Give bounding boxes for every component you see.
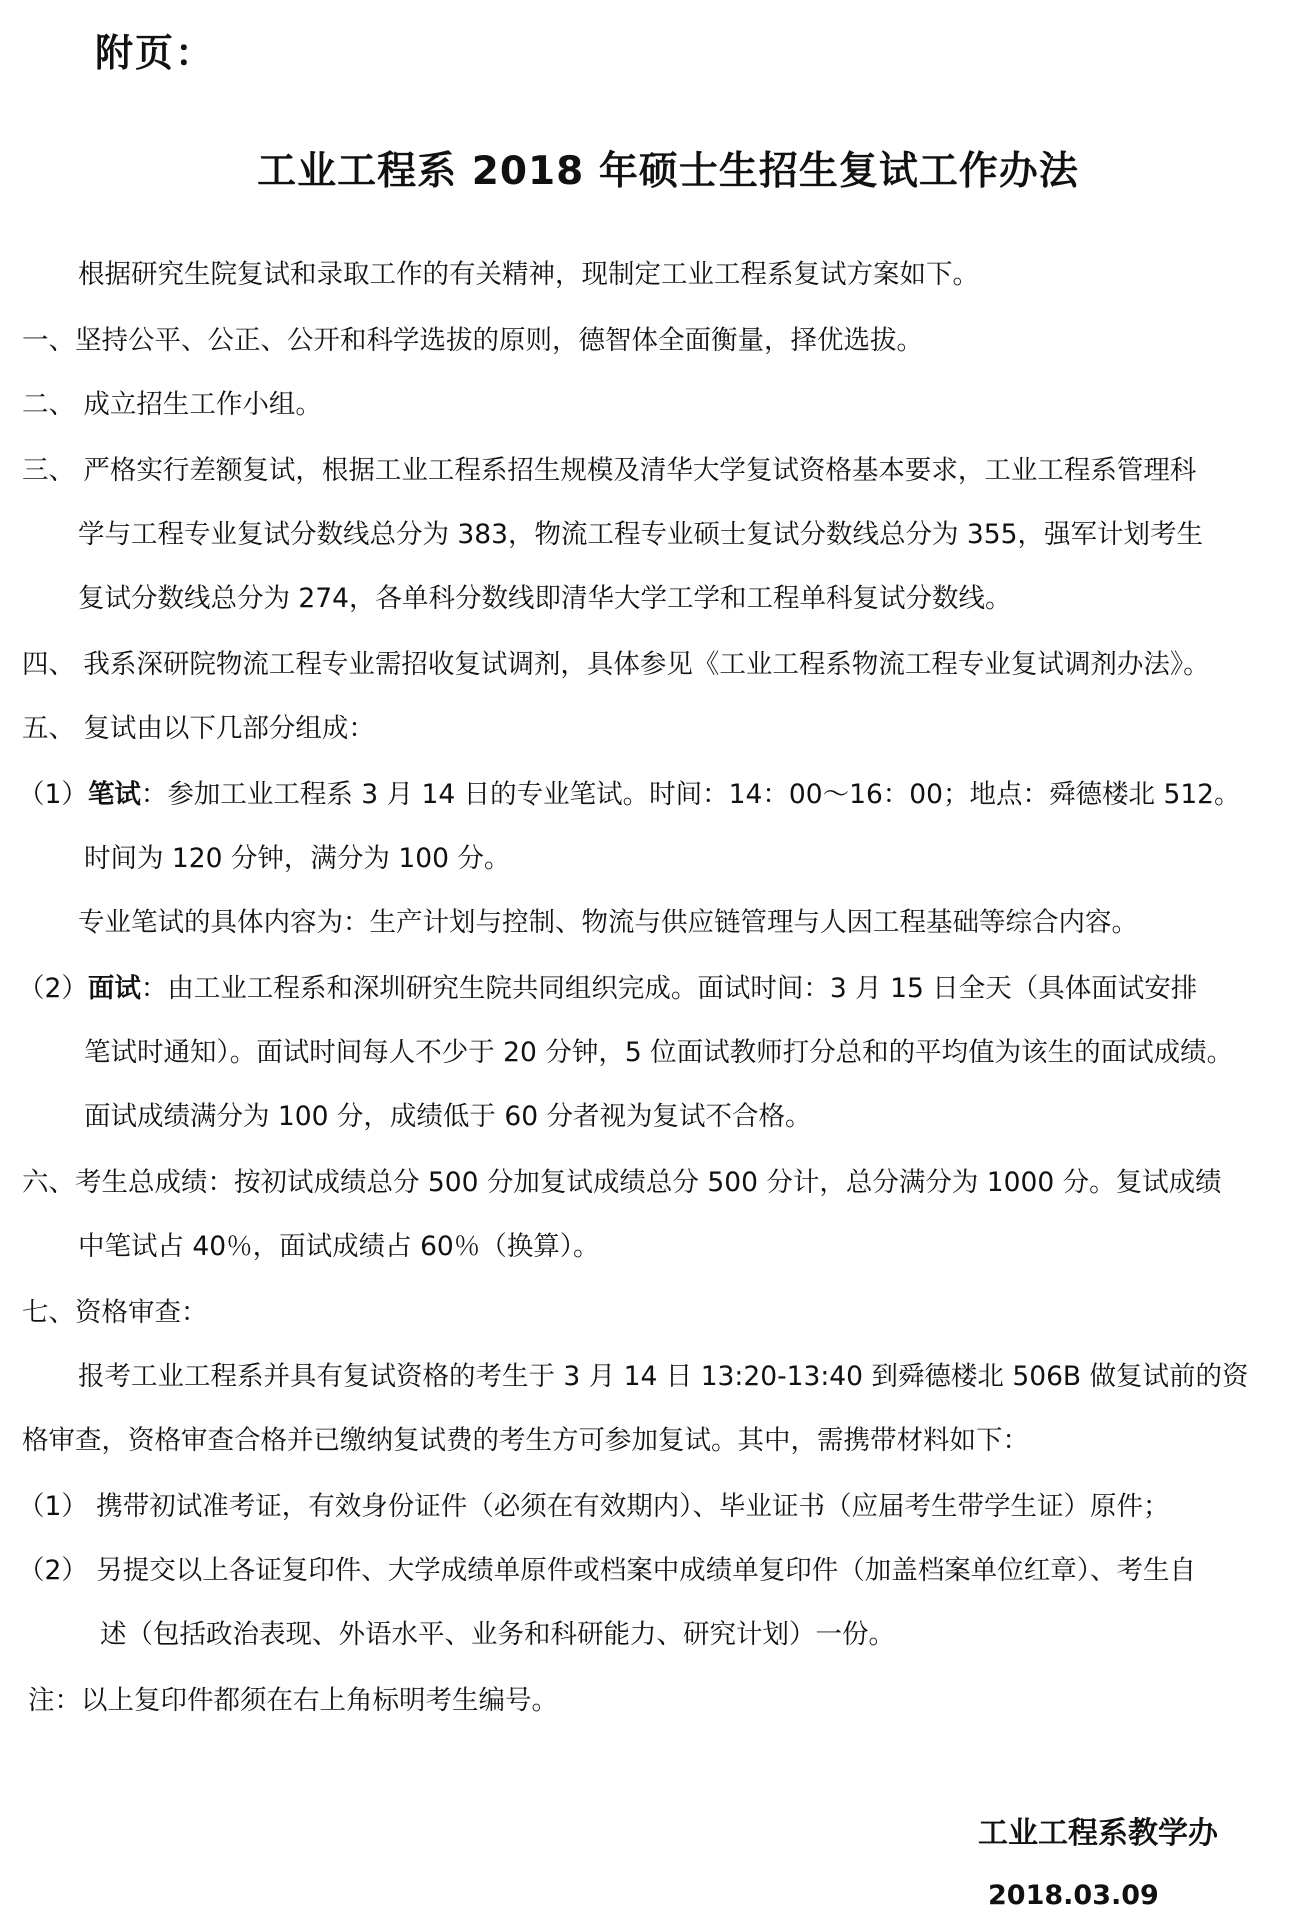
section-7-line-2: 格审查，资格审查合格并已缴纳复试费的考生方可参加复试。其中，需携带材料如下： [22,1425,1029,1456]
appendix-label: 附页： [95,31,216,75]
signature-organization: 工业工程系教学办 [978,1816,1218,1851]
section-3-line-3: 复试分数线总分为 274，各单科分数线即清华大学工学和工程单科复试分数线。 [78,583,1012,614]
item-1-prefix: （1） [18,779,88,810]
section-1: 一、坚持公平、公正、公开和科学选拔的原则，德智体全面衡量，择优选拔。 [22,325,923,356]
interview-label: 面试 [87,973,141,1004]
section-5: 五、 复试由以下几部分组成： [22,713,375,744]
item-1-text: ：参加工业工程系 3 月 14 日的专业笔试。时间：14：00～16：00；地点：舜德楼北 512。 [140,779,1241,810]
section-5-item-2-line-1 [18,972,1197,1006]
written-exam-label: 笔试 [87,779,141,810]
document-title: 工业工程系 2018 年硕士生招生复试工作办法 [257,149,1079,194]
section-3-line-1: 三、 严格实行差额复试，根据工业工程系招生规模及清华大学复试资格基本要求，工业工程系管理科 [22,455,1197,486]
signature-date: 2018.03.09 [988,1880,1159,1911]
item-2-prefix: （2） [18,973,88,1004]
section-4: 四、 我系深研院物流工程专业需招收复试调剂，具体参见《工业工程系物流工程专业复试调剂办法》。 [22,649,1210,680]
section-7-item-2-line-1: （2） 另提交以上各证复印件、大学成绩单原件或档案中成绩单复印件（加盖档案单位红章）、考生自 [18,1555,1197,1586]
item-2-text: ：由工业工程系和深圳研究生院共同组织完成。面试时间：3 月 15 日全天（具体面试安排 [140,973,1198,1004]
intro-paragraph: 根据研究生院复试和录取工作的有关精神，现制定工业工程系复试方案如下。 [78,259,979,290]
section-5-item-2-line-2: 笔试时通知）。面试时间每人不少于 20 分钟，5 位面试教师打分总和的平均值为该生的面试成绩。 [84,1037,1234,1068]
note: 注：以上复印件都须在右上角标明考生编号。 [28,1685,558,1716]
section-3-line-2: 学与工程专业复试分数线总分为 383，物流工程专业硕士复试分数线总分为 355，强军计划考生 [78,519,1204,550]
section-7-line-1: 报考工业工程系并具有复试资格的考生于 3 月 14 日 13:20-13:40 到舜德楼北 506B 做复试前的资 [78,1361,1249,1392]
section-5-item-1-line-3: 专业笔试的具体内容为：生产计划与控制、物流与供应链管理与人因工程基础等综合内容。 [78,907,1138,938]
section-7: 七、资格审查： [22,1297,208,1328]
section-5-item-2-line-3: 面试成绩满分为 100 分，成绩低于 60 分者视为复试不合格。 [84,1101,812,1132]
section-6-line-1: 六、考生总成绩：按初试成绩总分 500 分加复试成绩总分 500 分计，总分满分为 1000 分。复试成绩 [22,1167,1222,1198]
section-6-line-2: 中笔试占 40％，面试成绩占 60％（换算）。 [78,1231,600,1262]
section-5-item-1-line-1 [18,778,1241,812]
section-2: 二、 成立招生工作小组。 [22,389,322,420]
section-5-item-1-line-2: 时间为 120 分钟，满分为 100 分。 [84,843,511,874]
section-7-item-2-line-2: 述（包括政治表现、外语水平、业务和科研能力、研究计划）一份。 [100,1619,895,1650]
section-7-item-1: （1） 携带初试准考证，有效身份证件（必须在有效期内）、毕业证书（应届考生带学生证）原件； [18,1491,1170,1522]
